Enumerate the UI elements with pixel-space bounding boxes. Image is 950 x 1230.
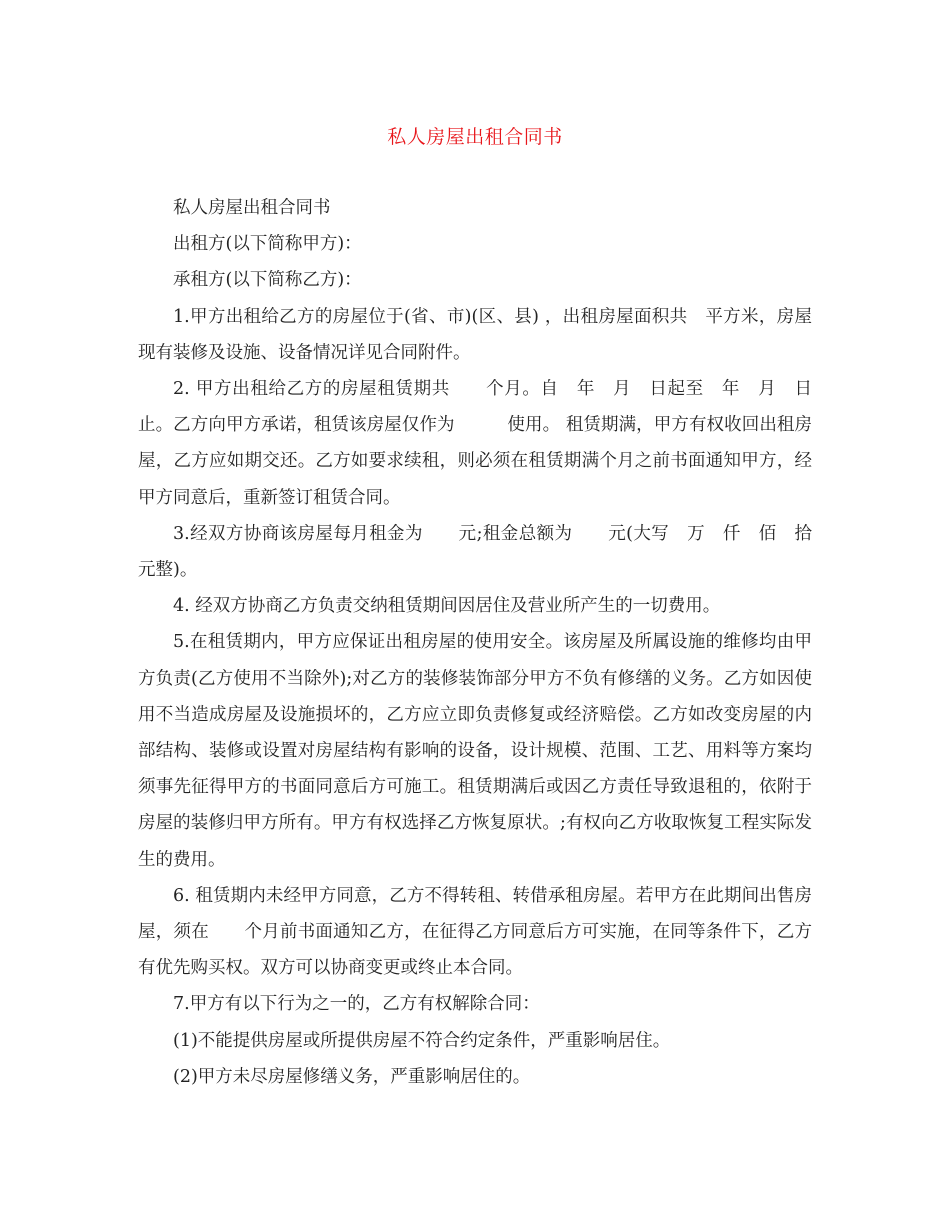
clause-1: 1.甲方出租给乙方的房屋位于(省、市)(区、县) ，出租房屋面积共 平方米，房屋现有装修及设施、设备情况详见合同附件。 bbox=[138, 306, 812, 363]
clause-7-item-2: (2)甲方未尽房屋修缮义务，严重影响居住的。 bbox=[173, 1066, 531, 1087]
clause-4: 4. 经双方协商乙方负责交纳租赁期间因居住及营业所产生的一切费用。 bbox=[173, 596, 721, 617]
document-title: 私人房屋出租合同书 bbox=[387, 126, 563, 148]
clause-6: 6. 租赁期内未经甲方同意，乙方不得转租、转借承租房屋。若甲方在此期间出售房屋，须在 个月前书面通知乙方，在征得乙方同意后方可实施，在同等条件下，乙方有优先购买权。双方可以协商变更或终止本合同。 bbox=[138, 885, 812, 979]
clause-3: 3.经双方协商该房屋每月租金为 元;租金总额为 元(大写 万 仟 佰 拾 元整)。 bbox=[138, 523, 830, 581]
paragraph-heading: 私人房屋出租合同书 bbox=[173, 198, 331, 218]
document-body bbox=[138, 190, 830, 1095]
clause-5: 5.在租赁期内，甲方应保证出租房屋的使用安全。该房屋及所属设施的维修均由甲方负责(乙方使用不当除外);对乙方的装修装饰部分甲方不负有修缮的义务。乙方如因使用不当造成房屋及设施损坏的，乙方应立即负责修复或经济赔偿。乙方如改变房屋的内部结构、装修或设置对房屋结构有影响的设备，设计规模、范围、工艺、用料等方案均须事先征得甲方的书面同意后方可施工。租赁期满后或因乙方责任导致退租的，依附于房屋的装修归甲方所有。甲方有权选择乙方恢复原状。;有权向乙方收取恢复工程实际发生的费用。 bbox=[138, 632, 812, 870]
paragraph-lessee: 承租方(以下简称乙方)： bbox=[173, 270, 362, 291]
clause-2: 2. 甲方出租给乙方的房屋租赁期共 个月。自 年 月 日起至 年 月 日止。乙方向甲方承诺，租赁该房屋仅作为 使用。 租赁期满，甲方有权收回出租房屋，乙方应如期交还。乙方如要求续租，则必须在租赁期满个月之前书面通知甲方，经甲方同意后，重新签订租赁合同。 bbox=[138, 379, 812, 508]
clause-7-item-1: (1)不能提供房屋或所提供房屋不符合约定条件，严重影响居住。 bbox=[173, 1030, 671, 1051]
paragraph-lessor: 出租方(以下简称甲方)： bbox=[173, 234, 362, 255]
clause-7: 7.甲方有以下行为之一的，乙方有权解除合同： bbox=[173, 994, 540, 1015]
